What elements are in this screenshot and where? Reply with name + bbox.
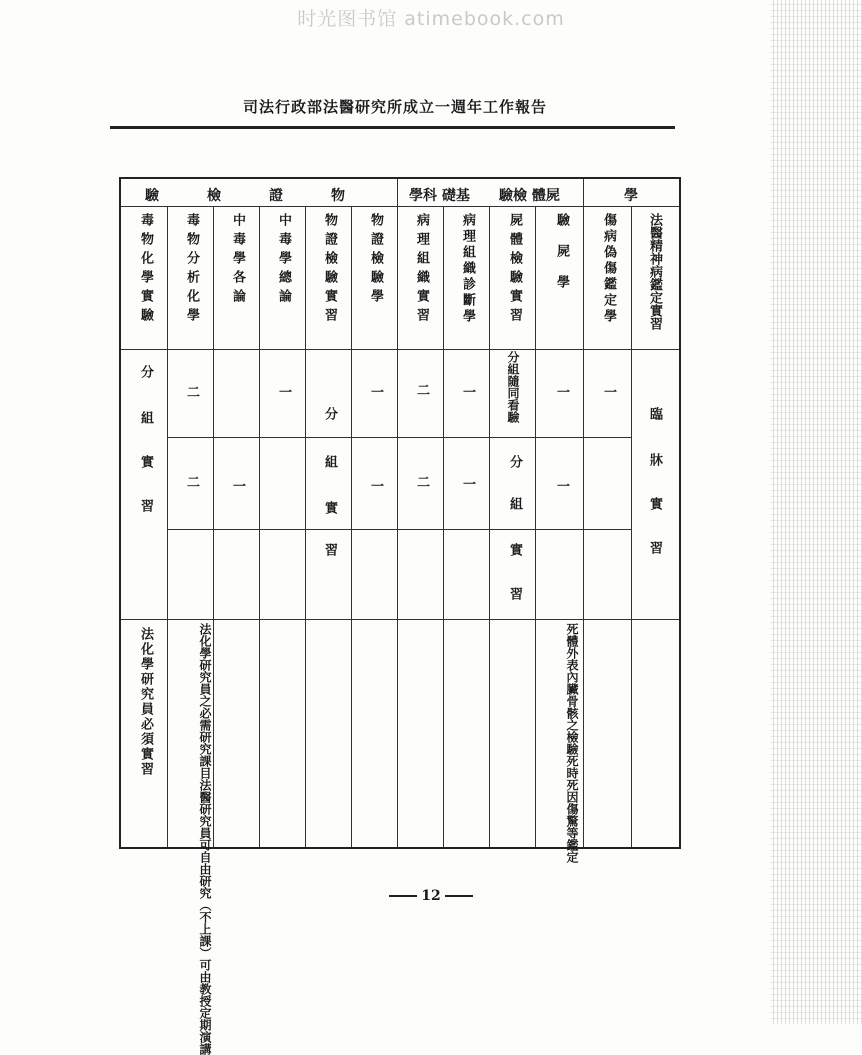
row2-divider xyxy=(167,529,631,530)
section-divider xyxy=(583,179,584,847)
col-label: 物證檢驗學 xyxy=(368,213,383,308)
cell: 一 xyxy=(554,385,569,404)
cell: 一 xyxy=(554,479,569,498)
label-row-divider xyxy=(121,349,679,350)
cell: 二 xyxy=(414,383,429,402)
cell: 組 xyxy=(322,455,337,474)
cell: 組 xyxy=(507,497,522,516)
row3-divider xyxy=(121,619,679,620)
cell: 實 xyxy=(507,543,522,562)
dash-right xyxy=(445,895,473,897)
cell: 習 xyxy=(507,587,522,606)
col-label: 驗屍學 xyxy=(554,213,569,306)
col-divider xyxy=(489,206,490,847)
col-label: 法醫精神病鑑定實習 xyxy=(647,213,662,330)
cell: 習 xyxy=(322,543,337,562)
cell: 分組隨同看驗 xyxy=(506,351,520,423)
watermark: 时光图书馆 atimebook.com xyxy=(297,8,565,30)
cell: 一 xyxy=(230,479,245,498)
cell: 習 xyxy=(647,541,662,560)
col-divider xyxy=(213,206,214,847)
col-divider xyxy=(259,206,260,847)
header-wuzheng: 驗檢證物 xyxy=(145,188,393,204)
col-divider xyxy=(535,206,536,847)
section-divider xyxy=(397,179,398,847)
row1-divider xyxy=(167,437,631,438)
cell: 習 xyxy=(138,499,153,518)
col-label: 病理組織實習 xyxy=(414,213,429,327)
cell: 實 xyxy=(322,501,337,520)
cell: 一 xyxy=(460,477,475,496)
note-cell: 法化學研究員必須實習 xyxy=(138,627,153,777)
col-label: 中毒學各論 xyxy=(230,213,245,308)
note-cell: 法化學研究員之必需研究課目法醫研究員可自由研究（不上課）可由教授定期演講 xyxy=(198,623,212,1055)
page-number-value: 12 xyxy=(421,888,441,904)
col-label: 中毒學總論 xyxy=(276,213,291,308)
cell: 組 xyxy=(138,411,153,430)
col-label: 傷病偽傷鑑定學 xyxy=(601,213,616,325)
col-divider xyxy=(631,206,632,847)
cell: 二 xyxy=(184,385,199,404)
cell: 臨 xyxy=(647,407,662,426)
col-label: 物證檢驗實習 xyxy=(322,213,337,327)
cell: 一 xyxy=(368,479,383,498)
col-divider xyxy=(305,206,306,847)
header-xue: 學 xyxy=(624,188,638,204)
col-divider xyxy=(167,206,168,847)
col-label: 病理組織診斷學 xyxy=(460,213,475,325)
header-row-divider xyxy=(121,206,679,207)
col-label: 毒物分析化學 xyxy=(184,213,199,327)
cell: 一 xyxy=(601,385,616,404)
cell: 實 xyxy=(138,455,153,474)
cell: 分 xyxy=(322,407,337,426)
col-label: 毒物化學實驗 xyxy=(138,213,153,327)
dash-left xyxy=(389,895,417,897)
col-label: 屍體檢驗實習 xyxy=(507,213,522,327)
cell: 一 xyxy=(368,385,383,404)
cell: 一 xyxy=(460,385,475,404)
page-number xyxy=(0,888,862,904)
header-shiti: 驗檢 體屍 xyxy=(499,188,560,204)
cell: 分 xyxy=(507,455,522,474)
running-head: 司法行政部法醫研究所成立一週年工作報告 xyxy=(242,98,547,116)
col-divider xyxy=(443,206,444,847)
col-divider xyxy=(351,206,352,847)
cell: 二 xyxy=(184,475,199,494)
cell: 實 xyxy=(647,497,662,516)
cell: 二 xyxy=(414,475,429,494)
scan-edge-noise xyxy=(770,0,862,1024)
cell: 一 xyxy=(276,385,291,404)
header-jichu: 學科 礎基 xyxy=(409,188,470,204)
cell: 分 xyxy=(138,365,153,384)
cell: 牀 xyxy=(647,453,662,472)
header-rule xyxy=(110,126,675,129)
note-cell: 死體外表內臟骨骸之檢驗死時死因傷驚等鑑定 xyxy=(565,623,579,863)
